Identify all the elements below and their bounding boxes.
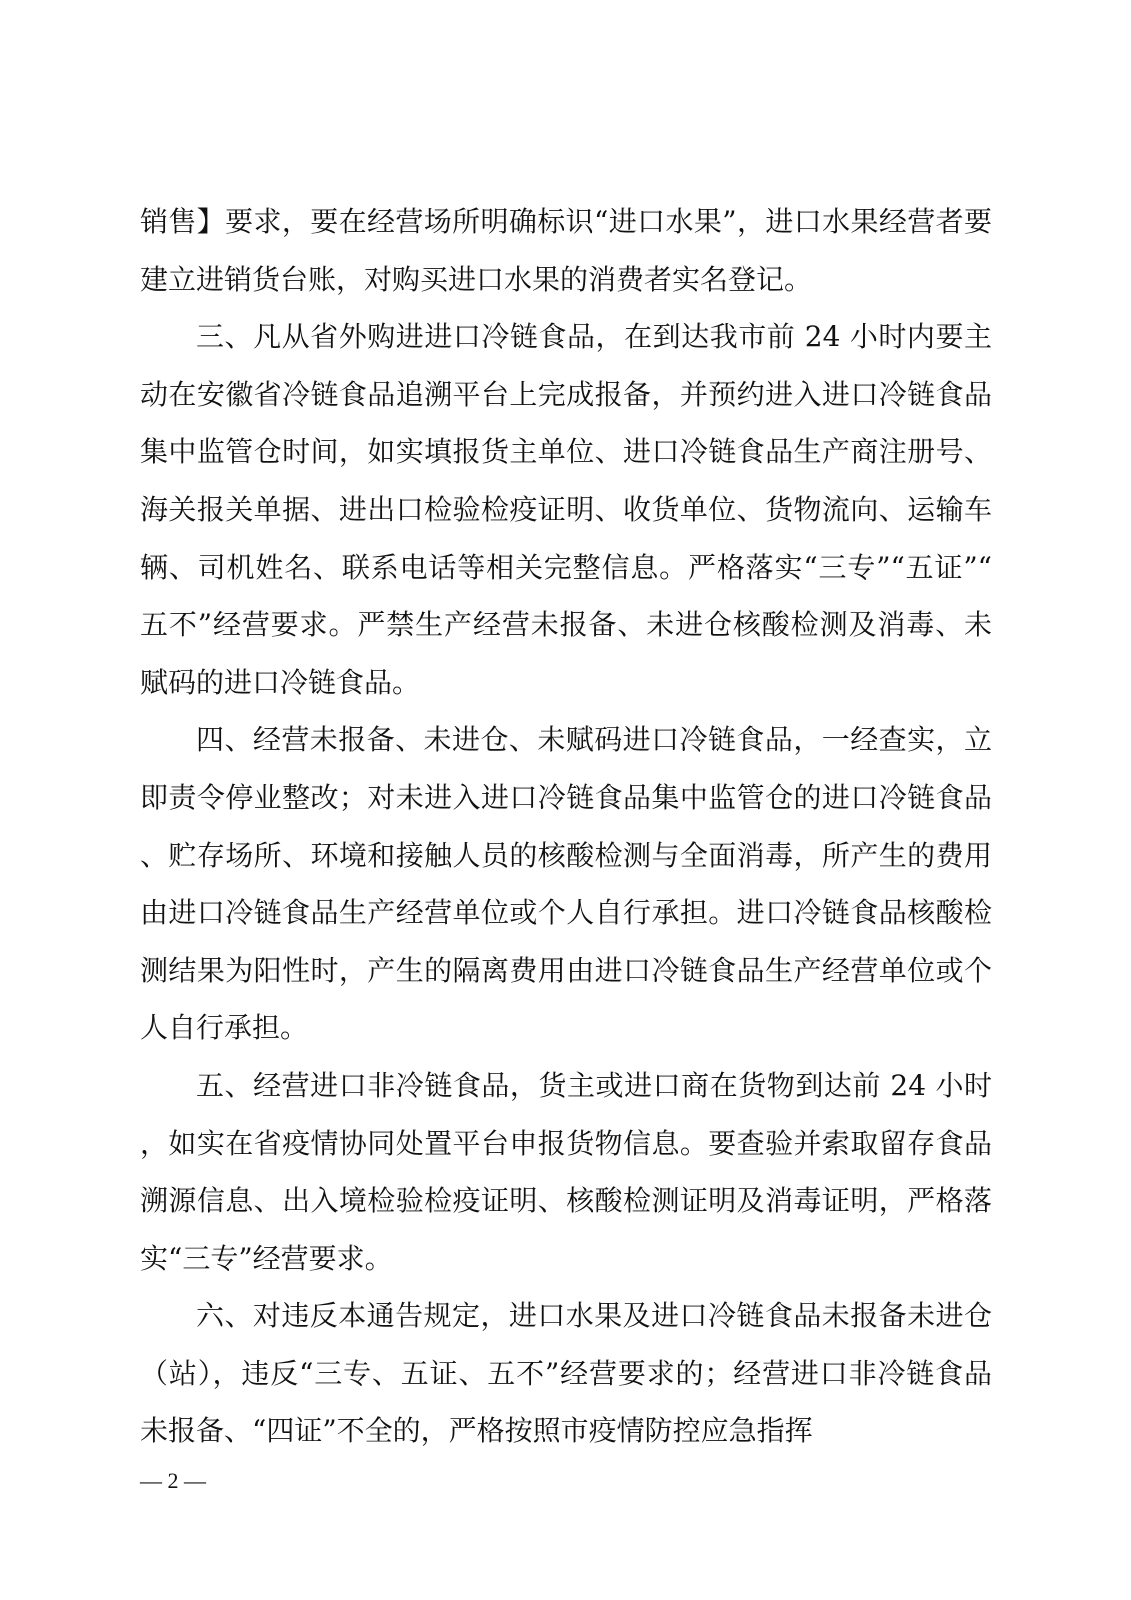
- document-body: [140, 193, 992, 1460]
- paragraph-item-5-non-cold-chain: 五、经营进口非冷链食品，货主或进口商在货物到达前 24 小时，如实在省疫情协同处置平台申报货物信息。要查验并索取留存食品溯源信息、出入境检验检疫证明、核酸检测证明及消毒证明，严格落实“三专”经营要求。: [140, 1068, 992, 1275]
- paragraph-item-4-penalties-costs: 四、经营未报备、未进仓、未赋码进口冷链食品，一经查实，立即责令停业整改；对未进入进口冷链食品集中监管仓的进口冷链食品、贮存场所、环境和接触人员的核酸检测与全面消毒，所产生的费用由进口冷链食品生产经营单位或个人自行承担。进口冷链食品核酸检测结果为阳性时，产生的隔离费用由进口冷链食品生产经营单位或个人自行承担。: [140, 723, 992, 1045]
- paragraph-item-6-violations: 六、对违反本通告规定，进口水果及进口冷链食品未报备未进仓（站），违反“三专、五证、五不”经营要求的；经营进口非冷链食品未报备、“四证”不全的，严格按照市疫情防控应急指挥: [140, 1299, 992, 1448]
- paragraph-item-3-cold-chain-reporting: 三、凡从省外购进进口冷链食品，在到达我市前 24 小时内要主动在安徽省冷链食品追溯平台上完成报备，并预约进入进口冷链食品集中监管仓时间，如实填报货主单位、进口冷链食品生产商注册号、海关报关单据、进出口检验检疫证明、收货单位、货物流向、运输车辆、司机姓名、联系电话等相关完整信息。严格落实“三专”“五证”“五不”经营要求。严禁生产经营未报备、未进仓核酸检测及消毒、未赋码的进口冷链食品。: [140, 320, 992, 699]
- paragraph-continued-fruit-sales: 销售】要求，要在经营场所明确标识“进口水果”，进口水果经营者要建立进销货台账，对购买进口水果的消费者实名登记。: [140, 205, 992, 296]
- page-number: — 2 —: [140, 1468, 206, 1493]
